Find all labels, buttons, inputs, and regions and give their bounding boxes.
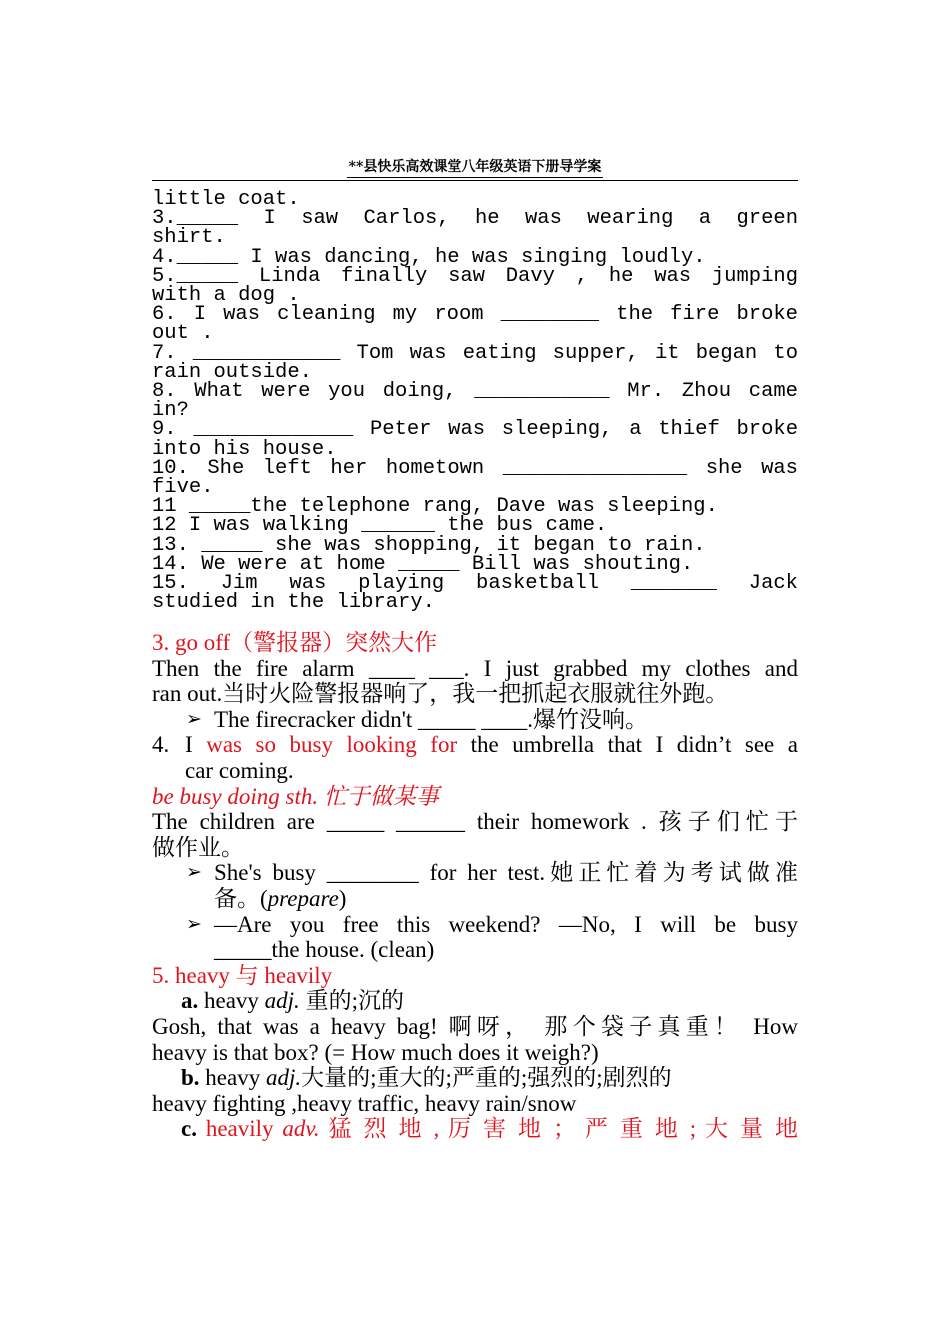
bullet-text: She's busy ________ for her test.她正忙着为考试做准: [214, 860, 798, 886]
bullet-text: —Are you free this weekend? —No, I will be busy: [214, 911, 798, 937]
exercise-line: 11 _____the telephone rang, Dave was sleeping.: [152, 495, 718, 519]
section5-example: heavy fighting ,heavy traffic, heavy rain/snow: [152, 1090, 577, 1116]
item-meaning: 大量的;重大的;严重的;强烈的;剧烈的: [301, 1065, 672, 1091]
section4-cont: car coming.: [185, 757, 294, 783]
section4-post: the umbrella that I didn’t see a: [457, 732, 798, 758]
section4-item: [152, 732, 798, 758]
arrow-bullet-icon: ➢: [186, 862, 202, 884]
item-word: heavy: [198, 988, 265, 1014]
exercise-line: little coat.: [152, 188, 300, 211]
item-meaning: 猛 烈 地 , 厉 害 地 ； 严 重 地 ; 大 量 地: [319, 1116, 799, 1142]
bullet-text: 备。(: [214, 885, 268, 911]
exercise-line: out .: [152, 322, 214, 346]
section3-example-line: ran out.当时火险警报器响了，我一把抓起衣服就往外跑。: [152, 681, 729, 707]
exercise-line: 8. What were you doing, ___________ Mr. Zhou came: [152, 380, 798, 404]
exercise-line: 3._____ I saw Carlos, he was wearing a green: [152, 207, 798, 231]
bullet-text: _____the house. (clean): [214, 937, 435, 963]
item-pos: adj.: [265, 1065, 302, 1091]
exercise-line: rain outside.: [152, 360, 312, 384]
item-label: c.: [181, 1116, 197, 1142]
section4-number: 4.: [152, 732, 170, 758]
item-meaning: 重的;沉的: [299, 988, 404, 1014]
section4-bullet-cont: [152, 886, 798, 912]
section3-example-line: Then the fire alarm ____ ___. I just grabbed my clothes and: [152, 655, 798, 681]
section5-heading: 5. heavy 与 heavily: [152, 962, 333, 988]
exercise-line: 9. _____________ Peter was sleeping, a thief broke: [152, 418, 798, 442]
item-pos: adv.: [282, 1116, 320, 1142]
section4-pre: I: [185, 732, 207, 758]
section4-example: 做作业。: [152, 834, 244, 860]
section4-phrase: be busy doing sth. 忙于做某事: [152, 783, 439, 809]
notes-section: [152, 630, 798, 1142]
exercise-line: 15. Jim was playing basketball _______ Jack: [152, 572, 798, 596]
section4-example: The children are _____ ______ their homework . 孩子们忙于: [152, 809, 798, 835]
item-word: heavily: [196, 1116, 283, 1142]
section4-continuation: [152, 758, 798, 784]
bullet-text: ): [338, 885, 347, 911]
exercise-line: with a dog .: [152, 284, 300, 308]
header-title: **县快乐高效课堂八年级英语下册导学案: [347, 156, 604, 178]
exercise-line: 12 I was walking ______ the bus came.: [152, 514, 608, 538]
section5-a: [152, 988, 798, 1014]
item-word: heavy: [199, 1065, 266, 1091]
section5-example: Gosh, that was a heavy bag! 啊呀， 那个袋子真重！ How: [152, 1013, 798, 1039]
exercise-list: [152, 188, 798, 615]
section3-heading: 3. go off（警报器）突然大作: [152, 630, 438, 655]
exercise-line: 7. ____________ Tom was eating supper, it began to: [152, 341, 798, 365]
section4-bullet: [152, 912, 798, 938]
section4-highlight: was so busy looking for: [206, 732, 458, 758]
exercise-line: 4._____ I was dancing, he was singing loudly.: [152, 245, 706, 269]
section3-bullet: [152, 707, 798, 733]
exercise-line: studied in the library.: [152, 591, 435, 615]
arrow-bullet-icon: ➢: [186, 708, 202, 730]
section5-c: [152, 1116, 798, 1142]
bullet-hint: prepare: [267, 885, 339, 911]
section4-bullet-cont: [152, 937, 798, 963]
section4-bullet: [152, 860, 798, 886]
arrow-bullet-icon: ➢: [186, 913, 202, 935]
exercise-line: 14. We were at home _____ Bill was shouting.: [152, 552, 694, 576]
section5-example: heavy is that box? (= How much does it weigh?): [152, 1039, 599, 1065]
item-label: b.: [181, 1065, 200, 1091]
item-label: a.: [181, 988, 199, 1014]
exercise-line: 6. I was cleaning my room ________ the fire broke: [152, 303, 798, 327]
item-pos: adj.: [264, 988, 300, 1014]
exercise-line: in?: [152, 399, 189, 423]
section5-b: [152, 1065, 798, 1091]
exercise-line: five.: [152, 476, 214, 500]
exercise-line: 10. She left her hometown _______________ she was: [152, 456, 798, 480]
exercise-line: 13. _____ she was shopping, it began to rain.: [152, 533, 706, 557]
exercise-line: shirt.: [152, 226, 226, 250]
exercise-line: 5._____ Linda finally saw Davy , he was jumping: [152, 264, 798, 288]
exercise-line: into his house.: [152, 437, 337, 461]
header-rule: [152, 180, 798, 181]
page-header: [152, 156, 798, 180]
bullet-text: The firecracker didn't _____ ____.爆竹没响。: [214, 706, 649, 732]
